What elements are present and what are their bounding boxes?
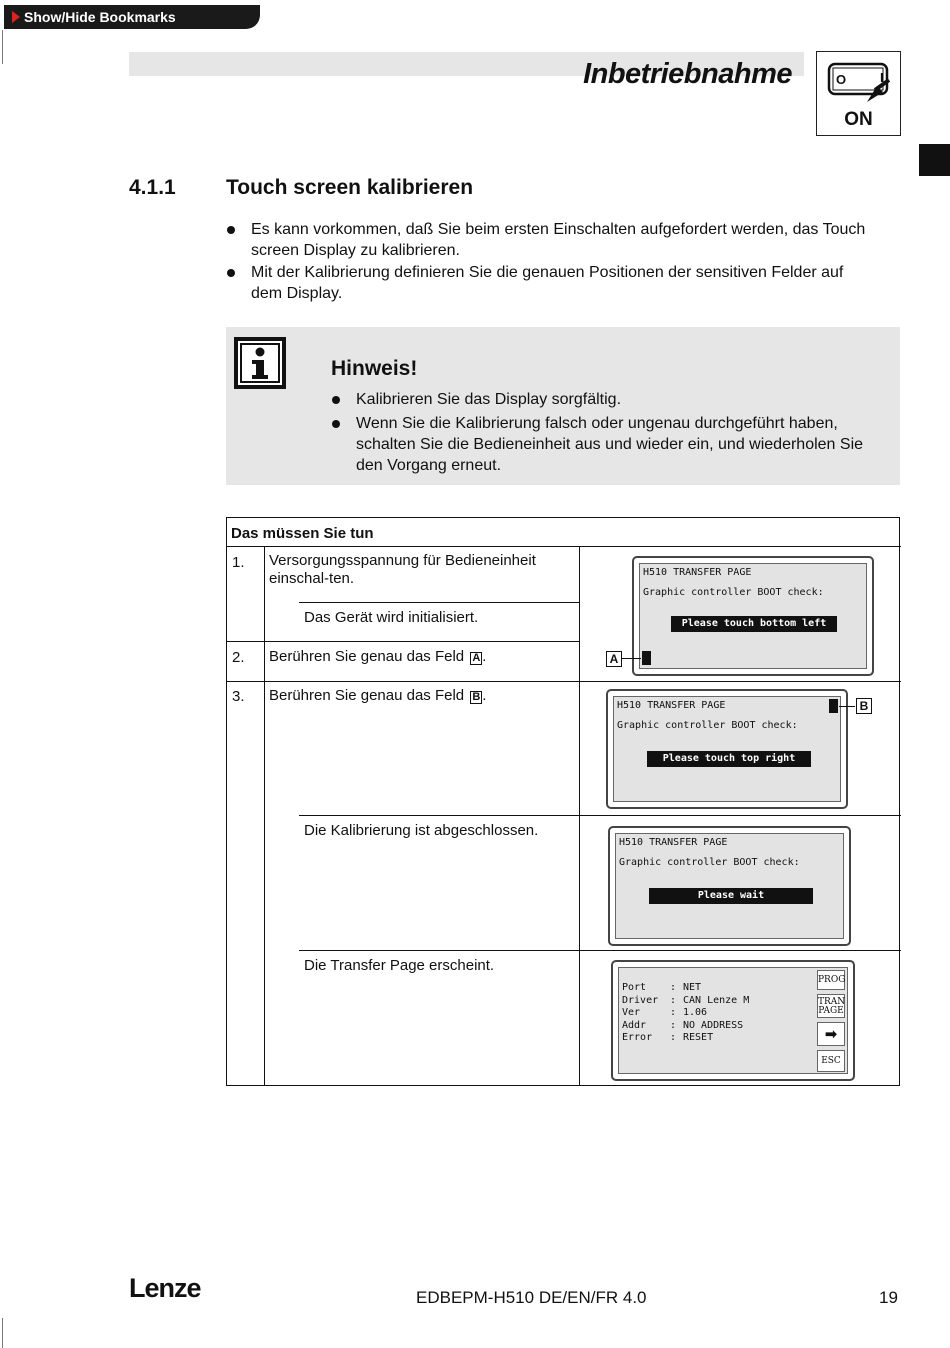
section-number: 4.1.1 <box>129 176 176 199</box>
note-box <box>226 327 900 485</box>
display-screen-calibrate-a <box>632 556 874 676</box>
transfer-info-colon: : : : : : <box>670 982 677 1043</box>
step-text: Berühren Sie genau das Feld <box>269 687 465 704</box>
screen-line: Graphic controller BOOT check: <box>617 720 798 731</box>
step-result: Das Gerät wird initialisiert. <box>304 609 479 626</box>
prog-button[interactable]: PROG <box>817 970 845 990</box>
step-number: 2. <box>232 649 245 666</box>
chapter-title: Inbetriebnahme <box>583 58 792 90</box>
step-number: 1. <box>232 554 245 571</box>
page-number: 19 <box>879 1288 898 1307</box>
transfer-info: Port Driver Ver Addr Error <box>622 982 659 1043</box>
esc-button[interactable]: ESC <box>817 1050 845 1072</box>
transfer-info-values: NET CAN Lenze M 1.06 NO ADDRESS RESET <box>683 982 750 1043</box>
note-bullet: Kalibrieren Sie das Display sorgfältig. <box>331 389 891 410</box>
left-edge-line <box>2 30 3 64</box>
on-switch-box <box>816 51 901 136</box>
step-text: Versorgungsspannung für Bedieneinheit einschal-ten. <box>269 552 536 587</box>
step-number: 3. <box>232 688 245 705</box>
intro-list <box>226 219 866 305</box>
screen-line: H510 TRANSFER PAGE <box>643 567 752 578</box>
step-result: Die Transfer Page erscheint. <box>304 957 495 974</box>
document-id: EDBEPM-H510 DE/EN/FR 4.0 <box>416 1288 647 1307</box>
arrow-right-button[interactable]: ➡ <box>817 1022 845 1046</box>
show-hide-bookmarks-button[interactable] <box>4 5 260 29</box>
field-a-label: A <box>606 651 622 667</box>
note-bullet: Wenn Sie die Kalibrierung falsch oder ungenau durchgeführt haben, schalten Sie die Bedieneinheit aus und wieder ein, und wiederholen Sie den Vorgang erneut. <box>331 413 891 476</box>
screen-line: Graphic controller BOOT check: <box>619 857 800 868</box>
step-text-row: Berühren Sie genau das Feld A . <box>269 648 487 665</box>
intro-bullet: Es kann vorkommen, daß Sie beim ersten Einschalten aufgefordert werden, das Touch screen Display zu kalibrieren. <box>226 219 866 261</box>
display-screen-calibrate-b <box>606 689 848 809</box>
touch-field-b[interactable] <box>829 699 838 713</box>
step-text-row: Berühren Sie genau das Feld B . <box>269 687 487 704</box>
info-icon <box>234 337 286 389</box>
touch-field-a[interactable] <box>642 651 651 665</box>
display-screen-transfer-page <box>611 960 855 1081</box>
section-title: Touch screen kalibrieren <box>226 176 474 199</box>
switch-on-mark: I <box>880 70 884 85</box>
screen-line: Graphic controller BOOT check: <box>643 587 824 598</box>
screen-prompt: Please touch bottom left <box>671 616 837 632</box>
table-header: Das müssen Sie tun <box>231 525 374 542</box>
on-label: ON <box>844 109 873 130</box>
intro-bullet: Mit der Kalibrierung definieren Sie die genauen Positionen der sensitiven Felder auf dem Display. <box>226 262 866 304</box>
screen-prompt: Please touch top right <box>647 751 811 767</box>
field-a-marker: A <box>472 652 481 664</box>
field-b-marker: B <box>472 691 481 703</box>
field-b-label: B <box>856 698 872 714</box>
display-screen-wait <box>608 826 851 946</box>
screen-prompt: Please wait <box>649 888 813 904</box>
switch-off-mark: O <box>836 72 847 87</box>
chapter-tab-marker <box>919 144 950 176</box>
bookmarks-label: Show/Hide Bookmarks <box>24 9 176 25</box>
transfer-page-button[interactable]: TRAN PAGE <box>817 994 845 1018</box>
screen-line: H510 TRANSFER PAGE <box>617 700 726 711</box>
lenze-logo: Lenze <box>129 1273 201 1303</box>
play-arrow-icon <box>12 11 20 23</box>
screen-line: H510 TRANSFER PAGE <box>619 837 728 848</box>
left-edge-line-bottom <box>2 1318 3 1348</box>
step-result: Die Kalibrierung ist abgeschlossen. <box>304 822 539 839</box>
step-text: Berühren Sie genau das Feld <box>269 648 465 665</box>
note-list <box>331 389 891 479</box>
note-title: Hinweis! <box>331 357 418 380</box>
